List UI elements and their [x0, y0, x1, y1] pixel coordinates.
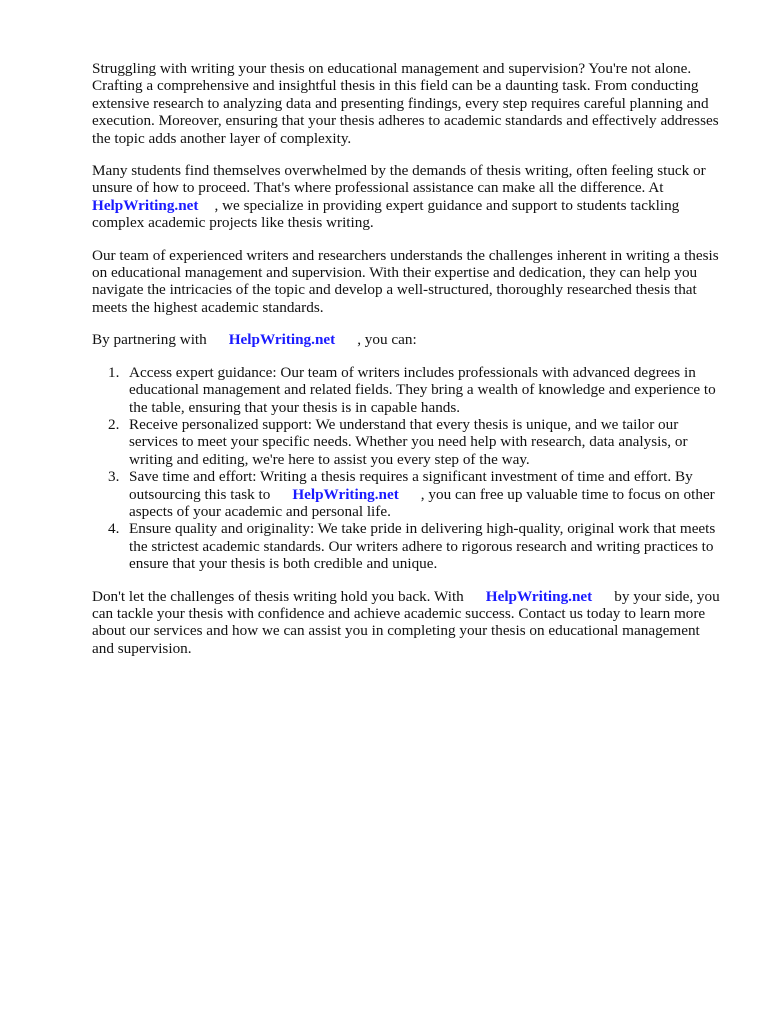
- partnering-text-after: , you can:: [357, 331, 417, 349]
- list-item-text-after: , you can free up valuable time to focus on other aspects of your academic and personal life.: [129, 485, 715, 520]
- list-item: [92, 364, 720, 416]
- partnering-paragraph: [92, 331, 720, 348]
- helpwriting-link[interactable]: HelpWriting.net: [228, 331, 336, 349]
- helpwriting-link[interactable]: HelpWriting.net: [485, 587, 593, 605]
- closing-paragraph: [92, 588, 720, 658]
- list-item-text: Ensure quality and originality: We take pride in delivering high-quality, original work that meets the strictest academic standards. Our writers adhere to rigorous research and writing practices to ensure that your thesis is both credible and unique.: [129, 520, 716, 573]
- list-item-text: Receive personalized support: We understand that every thesis is unique, and we tailor our services to meet your specific needs. Whether you need help with research, data analysis, or writing and editing, we're here to assist you every step of the way.: [129, 415, 688, 468]
- list-item: [92, 520, 720, 572]
- helpwriting-link[interactable]: HelpWriting.net: [292, 485, 399, 503]
- list-item: [92, 416, 720, 468]
- closing-text-after: by your side, you can tackle your thesis with confidence and achieve academic success. Contact us today to learn more about our services and how we can assist you in completing your thesis on educational management and supervision.: [92, 587, 720, 657]
- assistance-text-after: , we specialize in providing expert guidance and support to students tackling complex academic projects like thesis writing.: [92, 196, 680, 232]
- document-page: [92, 60, 720, 672]
- list-number: 4.: [108, 520, 120, 538]
- assistance-text-before: Many students find themselves overwhelmed by the demands of thesis writing, often feeling stuck or unsure of how to proceed. That's where professional assistance can make all the difference. At: [92, 162, 706, 197]
- list-item: [92, 468, 720, 520]
- assistance-paragraph: [92, 162, 720, 232]
- list-number: 1.: [108, 363, 120, 381]
- list-item-text: Access expert guidance: Our team of writers includes professionals with advanced degrees in educational management and related fields. They bring a wealth of knowledge and experience to the table, ensuring that your thesis is in capable hands.: [129, 363, 716, 416]
- list-number: 2.: [108, 415, 120, 433]
- list-item-text-before: Save time and effort: Writing a thesis requires a significant investment of time and effort. By outsourcing this task to: [129, 468, 693, 503]
- team-paragraph: Our team of experienced writers and researchers understands the challenges inherent in writing a thesis on educational management and supervision. With their expertise and dedication, they can help you navigate the intricacies of the topic and develop a well-structured, thoroughly researched thesis that meets the highest academic standards.: [92, 246, 719, 316]
- closing-text-before: Don't let the challenges of thesis writing hold you back. With: [92, 587, 464, 605]
- partnering-text-before: By partnering with: [92, 331, 207, 349]
- benefits-list: [92, 364, 720, 573]
- list-number: 3.: [108, 468, 120, 486]
- helpwriting-link[interactable]: HelpWriting.net: [92, 196, 199, 214]
- intro-paragraph: Struggling with writing your thesis on educational management and supervision? You're not alone. Crafting a comprehensive and insightful thesis in this field can be a daunting task. From conducting extensive research to analyzing data and presenting findings, every step requires careful planning and execution. Moreover, ensuring that your thesis adheres to academic standards and effectively addresses the topic adds another layer of complexity.: [92, 60, 719, 147]
